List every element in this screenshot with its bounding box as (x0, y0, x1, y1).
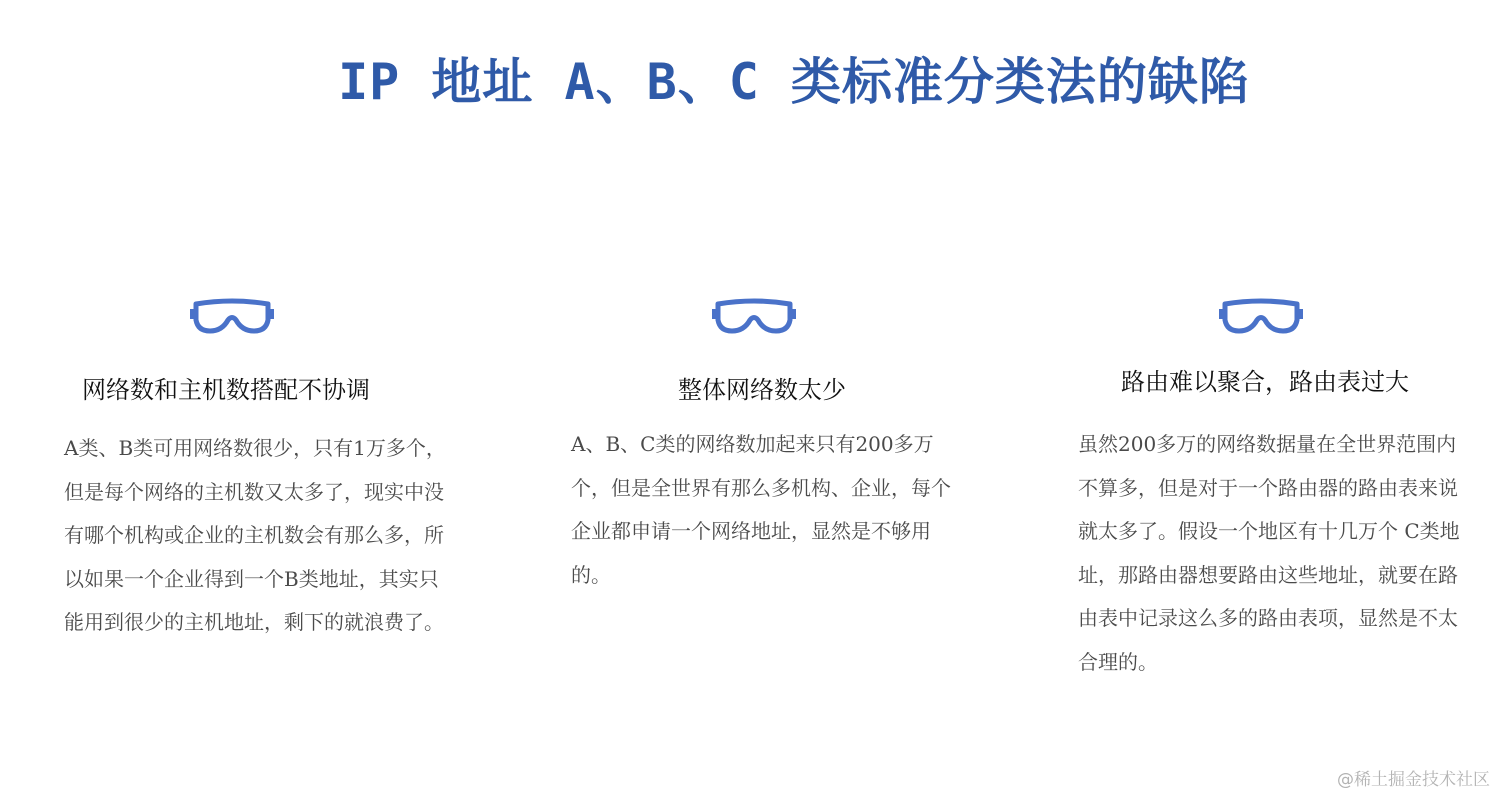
goggles-icon (190, 298, 274, 336)
column-heading: 网络数和主机数搭配不协调 (82, 376, 370, 404)
column-body: A类、B类可用网络数很少，只有1万多个，但是每个网络的主机数又太多了，现实中没有哪个机构或企业的主机数会有那么多，所以如果一个企业得到一个B类地址，其实只能用到很少的主机地址，剩下的就浪费了。 (64, 436, 446, 634)
watermark: @稀土掘金技术社区 (1337, 770, 1490, 790)
column-2 (548, 298, 968, 597)
goggles-icon (712, 298, 796, 336)
column-body: 虽然200多万的网络数据量在全世界范围内不算多，但是对于一个路由器的路由表来说就太多了。假设一个地区有十几万个 C类地址，那路由器想要路由这些地址，就要在路由表中记录这么多的路由表项，显然是不太合理的。 (1078, 432, 1460, 674)
goggles-icon (1219, 298, 1303, 336)
column-3 (1055, 298, 1475, 684)
page-title: IP 地址 A、B、C 类标准分类法的缺陷 (338, 53, 1250, 111)
column-heading: 整体网络数太少 (678, 376, 846, 404)
column-heading: 路由难以聚合，路由表过大 (1121, 368, 1409, 396)
column-1 (40, 298, 460, 645)
column-body: A、B、C类的网络数加起来只有200多万个，但是全世界有那么多机构、企业，每个企业都申请一个网络地址，显然是不够用的。 (571, 432, 951, 587)
